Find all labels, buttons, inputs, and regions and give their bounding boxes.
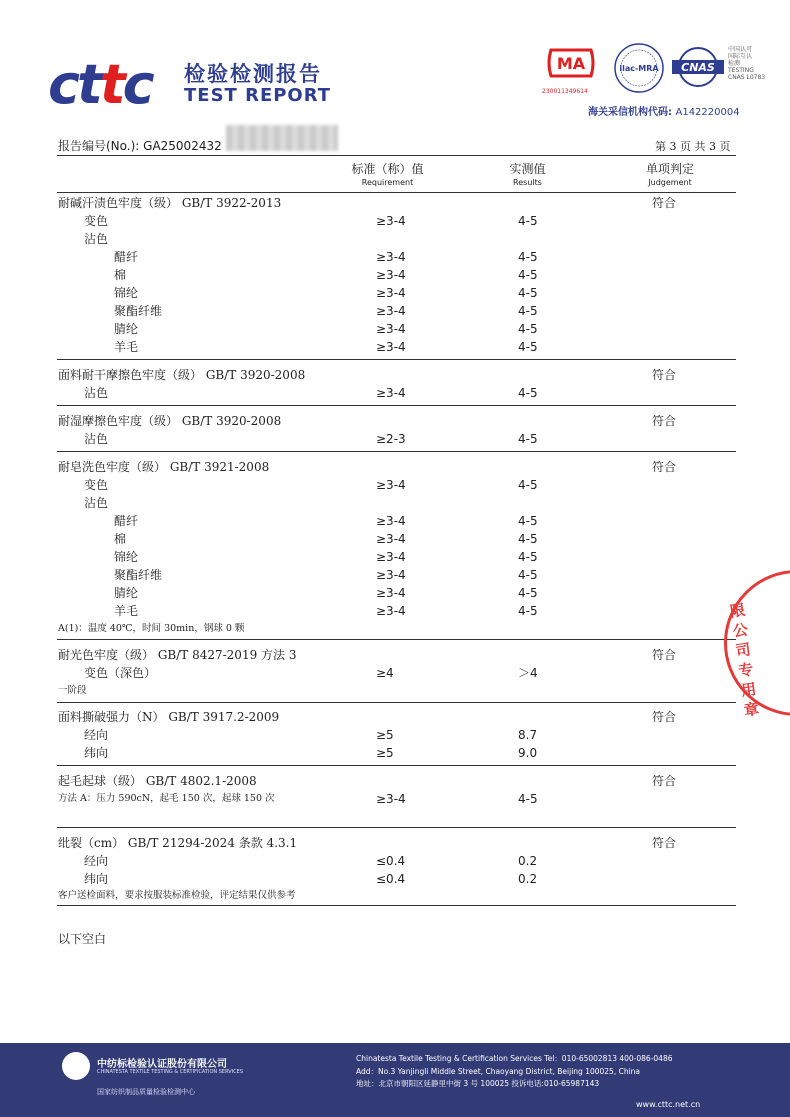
col-header-results xyxy=(480,160,575,187)
row-requirement: ≥3-4 xyxy=(376,792,406,806)
row-requirement: ≥3-4 xyxy=(376,304,406,318)
row-result: 4-5 xyxy=(518,550,538,564)
row-result: 4-5 xyxy=(518,792,538,806)
row-requirement: ≥3-4 xyxy=(376,322,406,336)
row-requirement: ≤0.4 xyxy=(376,872,406,886)
col-header-en: Results xyxy=(513,178,542,187)
redacted-block xyxy=(226,125,338,151)
row-item-label: 耐湿摩擦色牢度（级） GB/T 3920-2008 xyxy=(58,414,282,428)
row-result: 4-5 xyxy=(518,268,538,282)
row-requirement: ≥4 xyxy=(376,666,394,680)
cttc-logo-text: cttc xyxy=(48,53,152,116)
footer-contact: Chinatesta Textile Testing & Certification Services Tel：010-65002813 400-086-0486 xyxy=(356,1054,673,1063)
end-of-report: 以下空白 xyxy=(58,932,107,946)
row-result: 4-5 xyxy=(518,322,538,336)
row-item-label: 锦纶 xyxy=(114,286,139,300)
row-item-label: 面料耐干摩擦色牢度（级） GB/T 3920-2008 xyxy=(58,368,306,382)
row-item-label: 经向 xyxy=(84,728,109,742)
footer-company-cn: 中纺标检验认证股份有限公司 xyxy=(97,1059,227,1070)
row-requirement: ≥3-4 xyxy=(376,586,406,600)
row-result: 8.7 xyxy=(518,728,538,742)
section-divider xyxy=(57,905,736,906)
report-title-cn: 检验检测报告 xyxy=(184,62,322,86)
cnas-side-line: 国际互认 xyxy=(728,53,753,60)
row-result: 4-5 xyxy=(518,532,538,546)
cnas-side-line: TESTING xyxy=(728,67,754,74)
row-result: 4-5 xyxy=(518,286,538,300)
row-result: 0.2 xyxy=(518,854,538,868)
row-requirement: ≥3-4 xyxy=(376,386,406,400)
row-item-label: 纰裂（cm） GB/T 21294-2024 条款 4.3.1 xyxy=(58,836,298,850)
row-result: 0.2 xyxy=(518,872,538,886)
page-number: 第 3 页 共 3 页 xyxy=(655,140,731,153)
row-item-label: 耐碱汗渍色牢度（级） GB/T 3922-2013 xyxy=(58,196,282,210)
cma-label: MA xyxy=(556,54,586,73)
row-item-label: 方法 A：压力 590cN，起毛 150 次，起球 150 次 xyxy=(58,793,275,804)
cnas-icon xyxy=(672,46,724,88)
report-number: 报告编号(No.): GA25002432 xyxy=(58,139,222,153)
row-item-label: 耐光色牢度（级） GB/T 8427-2019 方法 3 xyxy=(58,648,297,662)
footer-company-en: CHINATESTA TEXTILE TESTING & CERTIFICATION SERVICES xyxy=(97,1069,243,1075)
row-requirement: ≥3-4 xyxy=(376,604,406,618)
footer-url: www.cttc.net.cn xyxy=(636,1100,701,1109)
row-requirement: ≥3-4 xyxy=(376,340,406,354)
row-item-label: 起毛起球（级） GB/T 4802.1-2008 xyxy=(58,774,257,788)
cttc-logo xyxy=(48,53,152,116)
seal-text: 限 公 司 专 用 章 xyxy=(728,600,761,720)
cnas-side-text xyxy=(728,46,788,81)
row-judgement: 符合 xyxy=(652,460,677,474)
row-item-label: 聚酯纤维 xyxy=(114,304,163,318)
row-requirement: ≥3-4 xyxy=(376,268,406,282)
row-result: 4-5 xyxy=(518,214,538,228)
cnas-side-line: CNAS L0783 xyxy=(728,74,766,81)
row-item-label: 沾色 xyxy=(84,386,109,400)
row-requirement: ≥3-4 xyxy=(376,286,406,300)
divider xyxy=(57,155,736,156)
row-result: 4-5 xyxy=(518,304,538,318)
cnas-side-line: 中国认可 xyxy=(728,46,753,53)
footer-address-en: Add：No.3 Yanjingli Middle Street, Chaoyang District, Beijing 100025, China xyxy=(356,1067,641,1076)
ilac-mra-icon xyxy=(613,42,665,94)
row-item-label: 耐皂洗色牢度（级） GB/T 3921-2008 xyxy=(58,460,270,474)
row-item-label: 纬向 xyxy=(84,746,109,760)
row-item-label: 聚酯纤维 xyxy=(114,568,163,582)
section-divider xyxy=(57,827,736,828)
col-header-cn: 单项判定 xyxy=(645,162,694,176)
cnas-label: CNAS xyxy=(681,61,715,74)
row-result: 4-5 xyxy=(518,604,538,618)
col-header-requirement xyxy=(330,160,445,187)
row-item-label: A(1)：温度 40℃，时间 30min，钢球 0 颗 xyxy=(58,623,245,634)
row-requirement: ≥2-3 xyxy=(376,432,406,446)
cnas-side-line: 检测 xyxy=(728,60,741,67)
row-result: 4-5 xyxy=(518,432,538,446)
row-result: 4-5 xyxy=(518,386,538,400)
row-result: 4-5 xyxy=(518,586,538,600)
row-item-label: 面料撕破强力（N） GB/T 3917.2-2009 xyxy=(58,710,280,724)
row-requirement: ≥5 xyxy=(376,746,394,760)
row-result: ＞4 xyxy=(518,666,538,680)
row-judgement: 符合 xyxy=(652,414,677,428)
row-item-label: 一阶段 xyxy=(58,685,87,696)
row-result: 4-5 xyxy=(518,250,538,264)
row-requirement: ≤0.4 xyxy=(376,854,406,868)
row-judgement: 符合 xyxy=(652,710,677,724)
row-item-label: 棉 xyxy=(114,532,127,546)
col-header-en: Requirement xyxy=(361,178,414,187)
cma-mark-icon xyxy=(545,46,597,80)
row-item-label: 客户送检面料，要求按服装标准检验，评定结果仅供参考 xyxy=(58,890,296,901)
row-judgement: 符合 xyxy=(652,648,677,662)
row-item-label: 变色 xyxy=(84,214,109,228)
row-item-label: 醋纤 xyxy=(114,514,139,528)
row-requirement: ≥3-4 xyxy=(376,568,406,582)
row-judgement: 符合 xyxy=(652,196,677,210)
row-item-label: 沾色 xyxy=(84,232,109,246)
row-item-label: 沾色 xyxy=(84,496,109,510)
section-divider xyxy=(57,702,736,703)
row-requirement: ≥3-4 xyxy=(376,214,406,228)
row-requirement: ≥3-4 xyxy=(376,250,406,264)
row-result: 4-5 xyxy=(518,568,538,582)
row-item-label: 棉 xyxy=(114,268,127,282)
row-requirement: ≥3-4 xyxy=(376,478,406,492)
customs-code: A142220004 xyxy=(675,107,740,118)
row-judgement: 符合 xyxy=(652,836,677,850)
row-item-label: 羊毛 xyxy=(114,604,139,618)
row-requirement: ≥3-4 xyxy=(376,550,406,564)
section-divider xyxy=(57,639,736,640)
row-item-label: 腈纶 xyxy=(114,322,139,336)
customs-code-line xyxy=(588,103,740,118)
report-title-en: TEST REPORT xyxy=(184,85,332,106)
company-logo-icon xyxy=(62,1052,90,1080)
col-header-cn: 标准（称）值 xyxy=(351,162,424,176)
footer-address-cn: 地址：北京市朝阳区延静里中街 3 号 100025 投诉电话:010-65987143 xyxy=(356,1079,600,1088)
customs-label: 海关采信机构代码: xyxy=(588,107,672,118)
row-result: 4-5 xyxy=(518,514,538,528)
row-judgement: 符合 xyxy=(652,368,677,382)
section-divider xyxy=(57,451,736,452)
col-header-judgement xyxy=(625,160,715,187)
row-item-label: 羊毛 xyxy=(114,340,139,354)
section-divider xyxy=(57,765,736,766)
row-requirement: ≥5 xyxy=(376,728,394,742)
cma-number: 230011349614 xyxy=(542,88,588,95)
row-result: 4-5 xyxy=(518,340,538,354)
row-item-label: 纬向 xyxy=(84,872,109,886)
col-header-cn: 实测值 xyxy=(509,162,546,176)
row-item-label: 腈纶 xyxy=(114,586,139,600)
row-requirement: ≥3-4 xyxy=(376,532,406,546)
row-judgement: 符合 xyxy=(652,774,677,788)
section-divider xyxy=(57,359,736,360)
row-item-label: 变色 xyxy=(84,478,109,492)
row-item-label: 沾色 xyxy=(84,432,109,446)
row-item-label: 醋纤 xyxy=(114,250,139,264)
row-item-label: 锦纶 xyxy=(114,550,139,564)
ilac-label: ilac-MRA xyxy=(619,64,659,73)
row-result: 9.0 xyxy=(518,746,538,760)
row-requirement: ≥3-4 xyxy=(376,514,406,528)
col-header-en: Judgement xyxy=(648,178,692,187)
footer-center-name: 国家纺织制品质量检验检测中心 xyxy=(97,1088,195,1096)
divider xyxy=(57,192,736,193)
section-divider xyxy=(57,405,736,406)
row-result: 4-5 xyxy=(518,478,538,492)
row-item-label: 变色（深色） xyxy=(84,666,157,680)
row-item-label: 经向 xyxy=(84,854,109,868)
